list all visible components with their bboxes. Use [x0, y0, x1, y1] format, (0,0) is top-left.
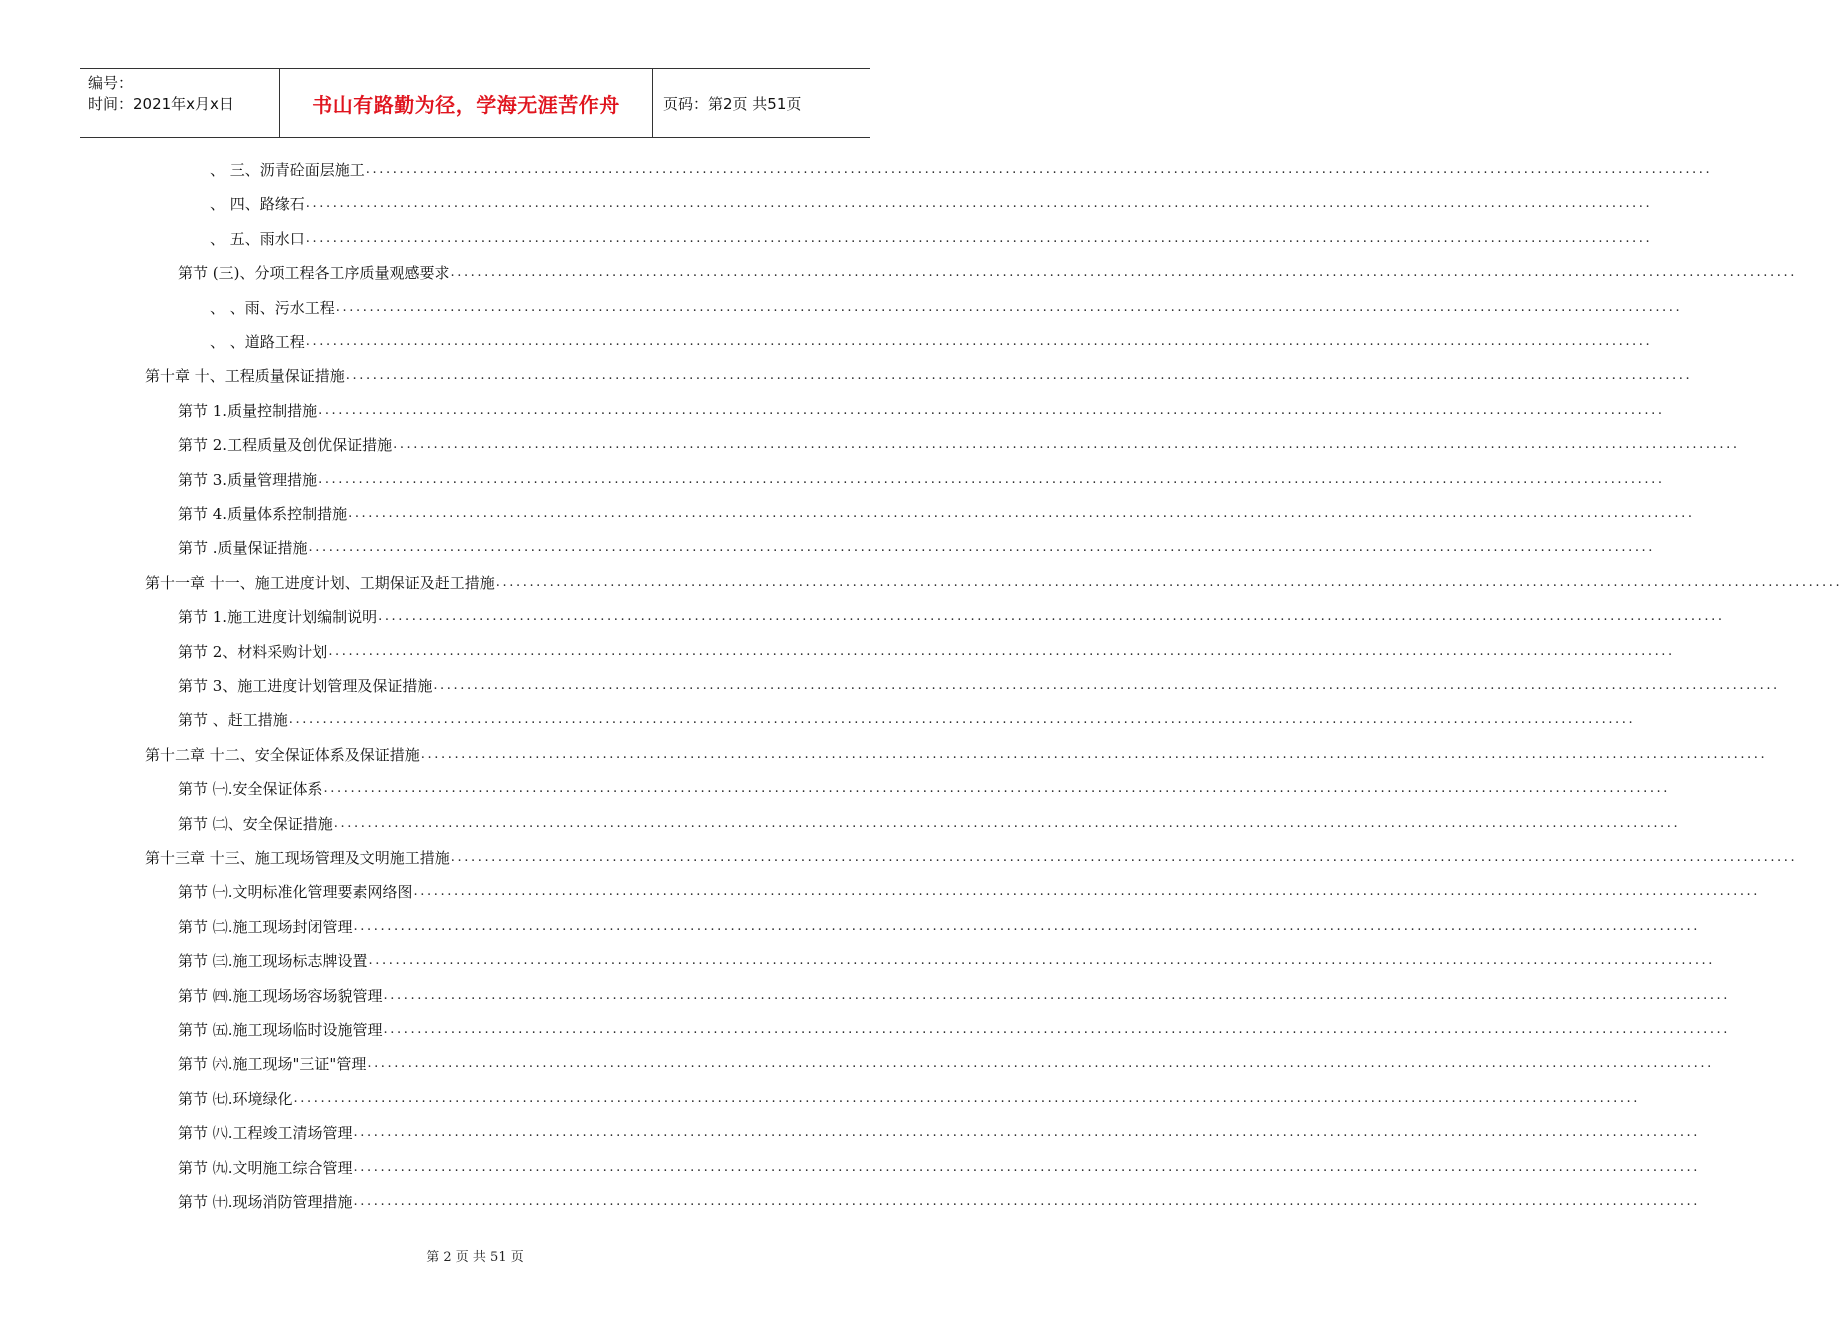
toc-leader-dots: ........................................................................................................................................................................................................ [420, 746, 1768, 762]
toc-entry[interactable] [178, 878, 1761, 902]
toc-leader-dots: ........................................................................................................................................................................................................ [305, 196, 1653, 212]
toc-leader-dots: ........................................................................................................................................................................................................ [333, 815, 1681, 831]
header-page-info: 页码：第2页 共51页 [663, 94, 802, 113]
toc-leader-dots: ........................................................................................................................................................................................................ [323, 781, 1671, 797]
toc-leader-dots: ........................................................................................................................................................................................................ [353, 1125, 1701, 1141]
toc-leader-dots: ........................................................................................................................................................................................................ [293, 1090, 1641, 1106]
toc-entry[interactable] [178, 1050, 1714, 1074]
toc-leader-dots: ........................................................................................................................................................................................................ [383, 987, 1731, 1003]
toc-entry[interactable] [178, 1085, 1641, 1109]
toc-entry[interactable] [178, 500, 1695, 524]
toc-leader-dots: ........................................................................................................................................................................................................ [318, 471, 1665, 487]
toc-entry[interactable] [178, 913, 1701, 937]
toc-entry[interactable] [178, 603, 1725, 627]
toc-entry[interactable] [178, 638, 1675, 662]
toc-entry-title: 第节 ㈠.安全保证体系 [178, 780, 323, 799]
toc-entry[interactable] [178, 706, 1636, 730]
toc-leader-dots: ........................................................................................................................................................................................................ [353, 918, 1701, 934]
toc-leader-dots: ........................................................................................................................................................................................................ [345, 368, 1693, 384]
toc-entry-title: 第节 .质量保证措施 [178, 539, 308, 558]
toc-entry[interactable] [178, 431, 1740, 455]
toc-entry-title: 第节 ㈨.文明施工综合管理 [178, 1158, 353, 1177]
toc-leader-dots: ........................................................................................................................................................................................................ [393, 437, 1740, 453]
toc-entry-title: 、 三、沥青砼面层施工 [210, 161, 365, 179]
toc-leader-dots: ........................................................................................................................................................................................................ [450, 850, 1798, 865]
toc-entry-title: 第节 ㈡.施工现场封闭管理 [178, 917, 353, 936]
toc-entry[interactable] [178, 810, 1681, 834]
toc-entry-title: 、 四、路缘石 [210, 195, 305, 214]
toc-entry-title: 第节 4.质量体系控制措施 [178, 505, 348, 523]
toc-leader-dots: ........................................................................................................................................................................................................ [365, 162, 1713, 177]
toc-entry-title: 第节 ㈥.施工现场"三证"管理 [178, 1055, 367, 1074]
toc-leader-dots: ........................................................................................................................................................................................................ [495, 574, 1842, 590]
toc-entry-title: 、 五、雨水口 [210, 229, 305, 248]
doc-code-label: 编号： [88, 74, 134, 92]
toc-leader-dots: ........................................................................................................................................................................................................ [353, 1194, 1701, 1209]
toc-leader-dots: ........................................................................................................................................................................................................ [383, 1022, 1731, 1037]
toc-leader-dots: ........................................................................................................................................................................................................ [335, 299, 1683, 315]
toc-leader-dots: ........................................................................................................................................................................................................ [348, 506, 1695, 521]
toc-leader-dots: ........................................................................................................................................................................................................ [353, 1159, 1701, 1175]
toc-entry-title: 第节 (三)、分项工程各工序质量观感要求 [178, 264, 450, 283]
toc-entry-title: 第节 ㈢.施工现场标志牌设置 [178, 952, 368, 971]
toc-entry[interactable] [178, 1188, 1701, 1212]
toc-leader-dots: ........................................................................................................................................................................................................ [318, 402, 1665, 418]
toc-entry[interactable] [178, 1154, 1701, 1178]
toc-leader-dots: ........................................................................................................................................................................................................ [413, 884, 1761, 900]
toc-entry[interactable] [178, 947, 1716, 971]
toc-entry-title: 第节 2、材料采购计划 [178, 642, 328, 661]
toc-entry[interactable] [178, 397, 1665, 421]
toc-leader-dots: ........................................................................................................................................................................................................ [288, 712, 1636, 728]
toc-entry[interactable] [210, 190, 1653, 214]
toc-entry-title: 第节 ㈤.施工现场临时设施管理 [178, 1021, 383, 1039]
page-footer: 第 2 页 共 51 页 [426, 1250, 524, 1265]
toc-leader-dots: ........................................................................................................................................................................................................ [308, 540, 1656, 556]
header-meta [80, 69, 280, 137]
toc-entry-title: 第节 ㈠.文明标准化管理要素网络图 [178, 883, 413, 902]
toc-entry-title: 第十二章 十二、安全保证体系及保证措施 [145, 745, 420, 764]
toc-entry[interactable] [178, 1119, 1701, 1143]
toc-entry[interactable] [145, 844, 1798, 868]
toc-leader-dots: ........................................................................................................................................................................................................ [378, 609, 1725, 625]
toc-entry[interactable] [178, 775, 1671, 799]
toc-entry[interactable] [178, 982, 1731, 1006]
toc-entry-title: 第十一章 十一、施工进度计划、工期保证及赶工措施 [145, 573, 495, 592]
toc-leader-dots: ........................................................................................................................................................................................................ [450, 265, 1797, 281]
toc-leader-dots: ........................................................................................................................................................................................................ [368, 953, 1716, 969]
toc-entry[interactable] [210, 328, 1653, 352]
toc-entry[interactable] [210, 294, 1683, 318]
toc-entry-title: 第节 ㈧.工程竣工清场管理 [178, 1124, 353, 1143]
toc-entry[interactable] [210, 156, 1713, 180]
toc-entry-title: 第节 ㈡、安全保证措施 [178, 814, 333, 833]
toc-entry[interactable] [145, 569, 1842, 593]
toc-entry-title: 、 、雨、污水工程 [210, 298, 335, 317]
toc-entry-title: 第节 1.施工进度计划编制说明 [178, 608, 378, 627]
toc-entry-title: 第十章 十、工程质量保证措施 [145, 367, 345, 386]
toc-leader-dots: ........................................................................................................................................................................................................ [305, 334, 1653, 349]
toc-entry[interactable] [178, 672, 1780, 696]
toc-entry[interactable] [178, 466, 1665, 490]
toc-entry-title: 第节 ㈦.环境绿化 [178, 1089, 293, 1108]
toc-entry-title: 第节 1.质量控制措施 [178, 401, 318, 420]
toc-entry-title: 、 、道路工程 [210, 333, 305, 351]
toc-entry[interactable] [178, 534, 1656, 558]
toc-entry-title: 第节 3.质量管理措施 [178, 470, 318, 489]
doc-time-label: 时间：2021年x月x日 [88, 95, 234, 113]
toc-entry-title: 第节 3、施工进度计划管理及保证措施 [178, 677, 433, 695]
toc-entry-title: 第十三章 十三、施工现场管理及文明施工措施 [145, 849, 450, 867]
toc-entry[interactable] [145, 362, 1693, 386]
toc-entry[interactable] [178, 259, 1797, 283]
toc-leader-dots: ........................................................................................................................................................................................................ [305, 230, 1653, 246]
page-header [80, 68, 870, 138]
toc-entry[interactable] [145, 741, 1768, 765]
toc-leader-dots: ........................................................................................................................................................................................................ [367, 1056, 1714, 1072]
toc-entry-title: 第节 、赶工措施 [178, 711, 288, 730]
toc-entry[interactable] [178, 1016, 1731, 1040]
toc-entry-title: 第节 ㈩.现场消防管理措施 [178, 1193, 353, 1211]
toc-entry-title: 第节 2.工程质量及创优保证措施 [178, 436, 393, 455]
toc-entry-title: 第节 ㈣.施工现场场容场貌管理 [178, 986, 383, 1005]
toc-entry[interactable] [210, 225, 1653, 249]
toc-leader-dots: ........................................................................................................................................................................................................ [328, 643, 1675, 659]
header-motto: 书山有路勤为径，学海无涯苦作舟 [280, 69, 653, 137]
toc-leader-dots: ........................................................................................................................................................................................................ [433, 678, 1780, 693]
